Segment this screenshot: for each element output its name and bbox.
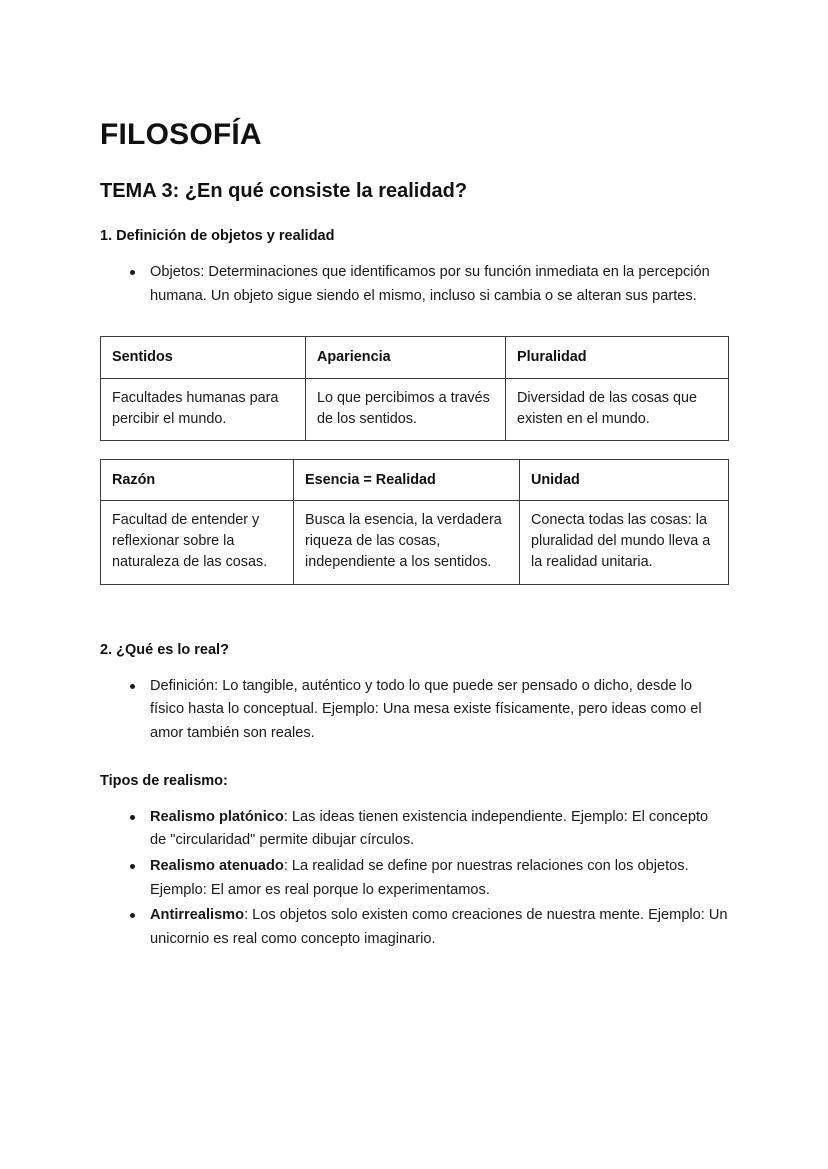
table-cell: Facultad de entender y reflexionar sobre la naturaleza de las cosas. — [101, 501, 294, 585]
table-header-row — [101, 337, 729, 378]
bullet-text: : Los objetos solo existen como creaciones de nuestra mente. Ejemplo: Un unicornio es real como concepto imaginario. — [150, 907, 728, 947]
list-item — [100, 675, 728, 746]
bullet-lead: Antirrealismo — [150, 907, 245, 924]
column-header-razon: Razón — [101, 459, 294, 500]
section-2-bullet-list — [100, 675, 728, 746]
column-header-pluralidad: Pluralidad — [506, 337, 729, 378]
spacer — [100, 585, 728, 641]
bullet-text: Objetos: Determinaciones que identificamos por su función inmediata en la percepción humana. Un objeto sigue siendo el mismo, incluso si cambia o se alteran sus partes. — [150, 264, 710, 304]
realism-types-list — [100, 806, 728, 952]
table-razon-esencia-unidad — [100, 459, 729, 585]
table-sentidos-apariencia-pluralidad — [100, 336, 729, 441]
subheading-tipos-de-realismo: Tipos de realismo: — [100, 772, 228, 789]
table-cell: Diversidad de las cosas que existen en el mundo. — [506, 378, 729, 440]
column-header-sentidos: Sentidos — [101, 337, 306, 378]
section-1-bullet-list — [100, 261, 728, 308]
bullet-lead: Realismo platónico — [150, 808, 284, 825]
spacer — [100, 748, 728, 772]
table-header-row — [101, 459, 729, 500]
column-header-apariencia: Apariencia — [306, 337, 506, 378]
list-item — [100, 806, 728, 853]
list-item — [100, 261, 728, 308]
bullet-text: : Las ideas tienen existencia independiente. Ejemplo: El concepto de "circularidad" permite dibujar círculos. — [150, 808, 709, 849]
bullet-lead: Realismo atenuado — [150, 858, 284, 875]
column-header-esencia: Esencia = Realidad — [294, 459, 520, 500]
document-title: FILOSOFÍA — [100, 118, 262, 151]
spacer — [100, 441, 728, 459]
list-item — [100, 904, 728, 951]
bullet-text: : La realidad se define por nuestras relaciones con los objetos. Ejemplo: El amor es real porque lo experimentamos. — [150, 858, 689, 898]
column-header-unidad: Unidad — [520, 459, 729, 500]
section-heading-1: 1. Definición de objetos y realidad — [100, 228, 335, 244]
spacer — [100, 310, 728, 336]
table-cell: Lo que percibimos a través de los sentidos. — [306, 378, 506, 440]
section-heading-2: 2. ¿Qué es lo real? — [100, 641, 229, 658]
table-cell: Busca la esencia, la verdadera riqueza de las cosas, independiente a los sentidos. — [294, 501, 520, 585]
table-cell: Conecta todas las cosas: la pluralidad del mundo lleva a la realidad unitaria. — [520, 501, 729, 585]
table-row — [101, 378, 729, 440]
bullet-text: Definición: Lo tangible, auténtico y todo lo que puede ser pensado o dicho, desde lo físico hasta lo conceptual. Ejemplo: Una mesa existe físicamente, pero ideas como el amor también son reales. — [150, 677, 702, 742]
topic-title: TEMA 3: ¿En qué consiste la realidad? — [100, 180, 468, 202]
list-item — [100, 855, 728, 902]
table-row — [101, 501, 729, 585]
table-cell: Facultades humanas para percibir el mundo. — [101, 378, 306, 440]
